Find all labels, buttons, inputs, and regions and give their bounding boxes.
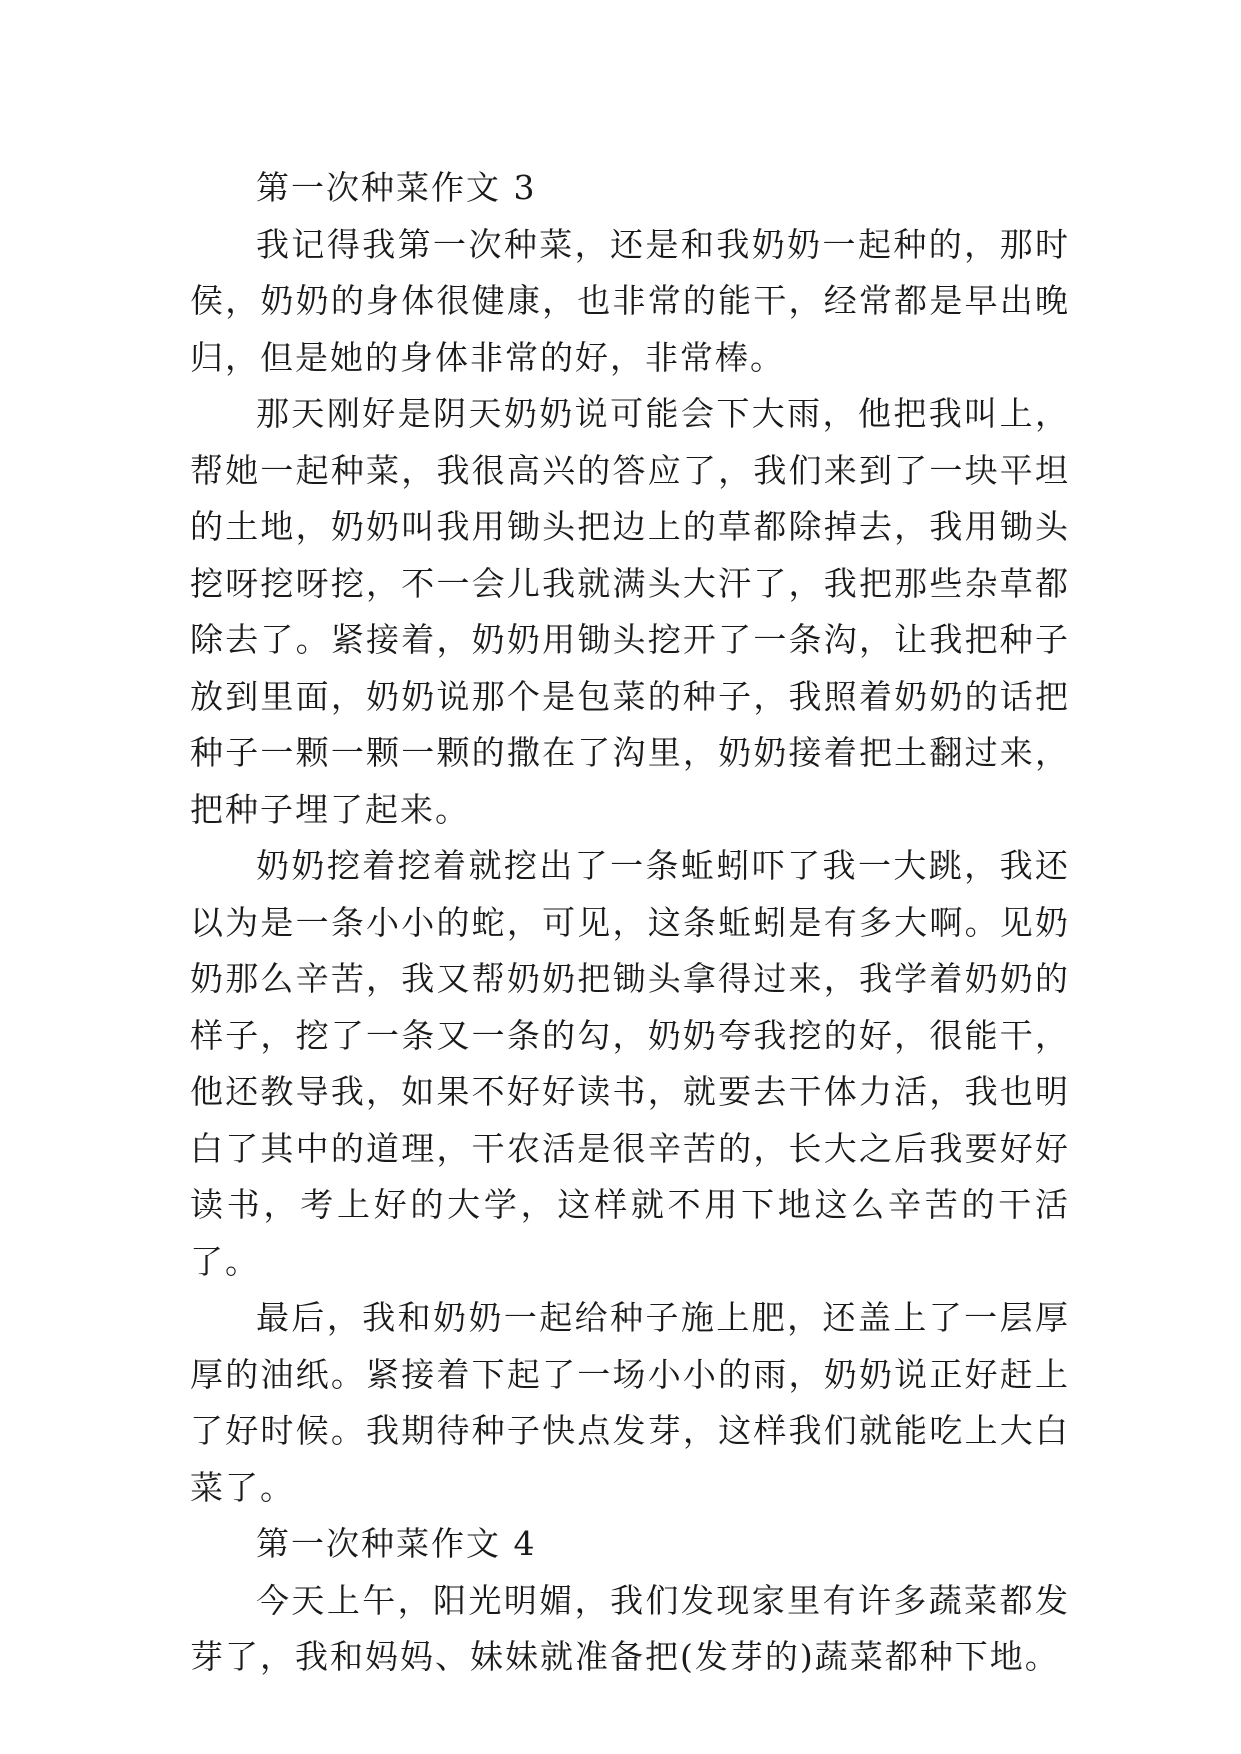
- document-body: [190, 160, 1070, 1686]
- section-heading-4: 第一次种菜作文 4: [256, 1524, 537, 1563]
- section-heading-3: 第一次种菜作文 3: [256, 168, 537, 207]
- body-paragraph: 最后，我和奶奶一起给种子施上肥，还盖上了一层厚厚的油纸。紧接着下起了一场小小的雨，奶奶说正好赶上了好时候。我期待种子快点发芽，这样我们就能吃上大白菜了。: [190, 1298, 1070, 1507]
- body-paragraph: 我记得我第一次种菜，还是和我奶奶一起种的，那时侯，奶奶的身体很健康，也非常的能干，经常都是早出晚归，但是她的身体非常的好，非常棒。: [190, 224, 1070, 377]
- body-paragraph: 今天上午，阳光明媚，我们发现家里有许多蔬菜都发芽了，我和妈妈、妹妹就准备把(发芽的)蔬菜都种下地。: [190, 1580, 1070, 1676]
- body-paragraph: 那天刚好是阴天奶奶说可能会下大雨，他把我叫上，帮她一起种菜，我很高兴的答应了，我们来到了一块平坦的土地，奶奶叫我用锄头把边上的草都除掉去，我用锄头挖呀挖呀挖，不一会儿我就满头大汗了，我把那些杂草都除去了。紧接着，奶奶用锄头挖开了一条沟，让我把种子放到里面，奶奶说那个是包菜的种子，我照着奶奶的话把种子一颗一颗一颗的撒在了沟里，奶奶接着把土翻过来，把种子埋了起来。: [190, 394, 1070, 829]
- body-paragraph: 奶奶挖着挖着就挖出了一条蚯蚓吓了我一大跳，我还以为是一条小小的蛇，可见，这条蚯蚓是有多大啊。见奶奶那么辛苦，我又帮奶奶把锄头拿得过来，我学着奶奶的样子，挖了一条又一条的勾，奶奶夸我挖的好，很能干，他还教导我，如果不好好读书，就要去干体力活，我也明白了其中的道理，干农活是很辛苦的，长大之后我要好好读书，考上好的大学，这样就不用下地这么辛苦的干活了。: [190, 846, 1070, 1281]
